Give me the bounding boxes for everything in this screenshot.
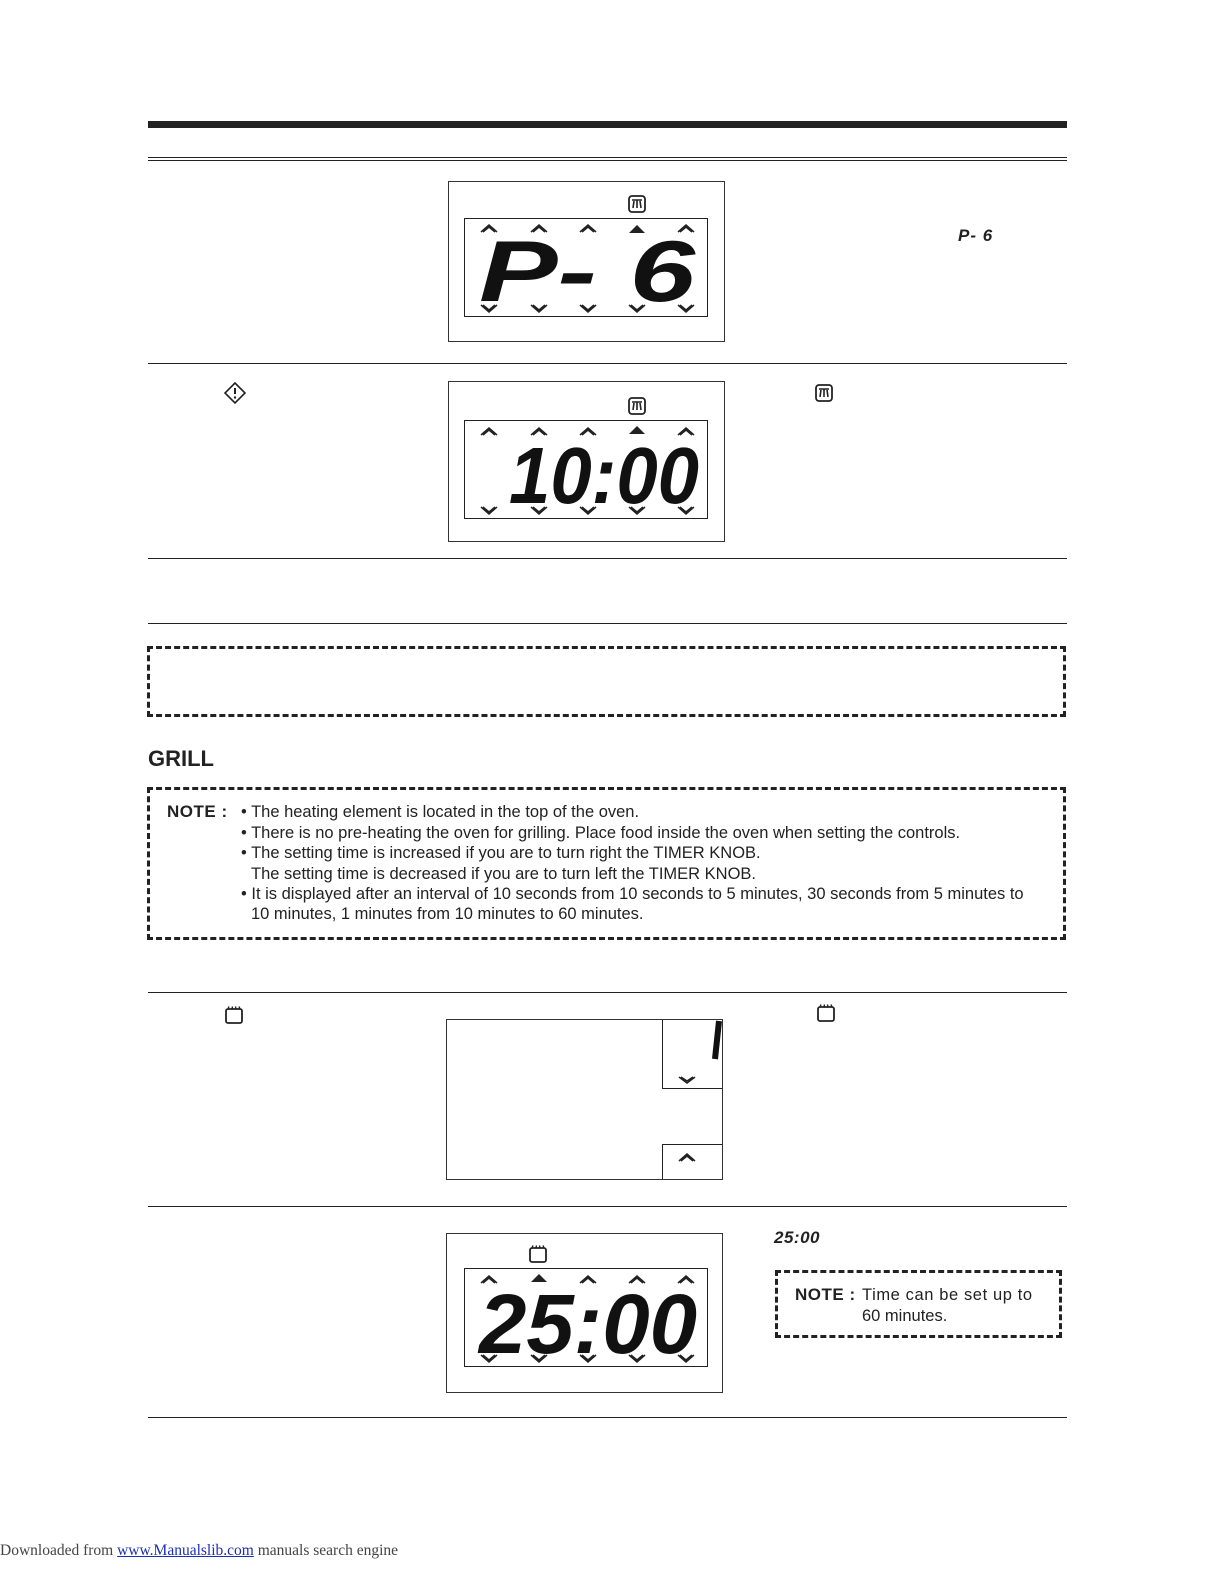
row-divider-4 [148, 992, 1067, 993]
timer-small-display: 25:00 [774, 1228, 820, 1247]
oven-icon [224, 1005, 244, 1030]
section-title: GRILL [148, 746, 214, 771]
cropped-lcd-bottom [662, 1144, 723, 1180]
program-small-display: P- 6 [958, 226, 994, 245]
oven-icon [528, 1244, 548, 1269]
start-icon [224, 382, 246, 409]
cropped-display-panel [446, 1019, 723, 1180]
small-note-box [775, 1270, 1062, 1338]
grill-note-line-1: • The heating element is located in the top of the oven. [241, 803, 640, 821]
grill-note-line-5: • It is displayed after an interval of 10 seconds from 10 seconds to 5 minutes, 30 seconds from 5 minutes to [241, 885, 1024, 903]
small-note-label: NOTE : [795, 1285, 856, 1304]
small-note-text-2: 60 minutes. [862, 1307, 948, 1325]
grill-note-line-6: 10 minutes, 1 minutes from 10 minutes to 60 minutes. [251, 905, 644, 923]
empty-note-box [147, 646, 1066, 717]
grill-note-line-4: The setting time is decreased if you are to turn left the TIMER KNOB. [251, 865, 756, 883]
program-lcd-text: P- 6 [479, 224, 697, 316]
row-divider-5 [148, 1206, 1067, 1207]
footer-suffix: manuals search engine [257, 1542, 399, 1559]
footer [0, 1542, 398, 1560]
oven-icon [816, 1003, 836, 1028]
row-divider-6 [148, 1417, 1067, 1418]
program-display-panel [448, 181, 725, 342]
footer-prefix: Downloaded from [0, 1542, 114, 1559]
grill-icon [814, 383, 834, 408]
cropped-lcd-top [662, 1019, 723, 1089]
header-thin-rule-2 [148, 160, 1067, 161]
timer-ten-lcd-text: 10:00 [509, 431, 699, 518]
header-thick-rule [148, 121, 1067, 128]
header-thin-rule [148, 157, 1067, 158]
row-divider-1 [148, 363, 1067, 364]
small-note-text-1: Time can be set up to [862, 1286, 1033, 1304]
row-divider-3 [148, 623, 1067, 624]
grill-note-box [147, 787, 1066, 940]
timer-ten-display-panel [448, 381, 725, 542]
footer-link[interactable]: www.Manualslib.com [117, 1542, 254, 1559]
timer-ten-lcd [464, 420, 708, 519]
timer-twentyfive-display-panel [446, 1233, 723, 1393]
grill-icon [627, 396, 647, 421]
grill-note-label: NOTE : [167, 802, 228, 821]
timer-twentyfive-lcd-text: 25:00 [476, 1277, 697, 1366]
row-divider-2 [148, 558, 1067, 559]
grill-note-line-2: • There is no pre-heating the oven for grilling. Place food inside the oven when setting the controls. [241, 824, 961, 842]
timer-twentyfive-lcd [464, 1268, 708, 1367]
program-lcd [464, 218, 708, 317]
grill-note-line-3: • The setting time is increased if you are to turn right the TIMER KNOB. [241, 844, 761, 862]
grill-icon [627, 194, 647, 219]
